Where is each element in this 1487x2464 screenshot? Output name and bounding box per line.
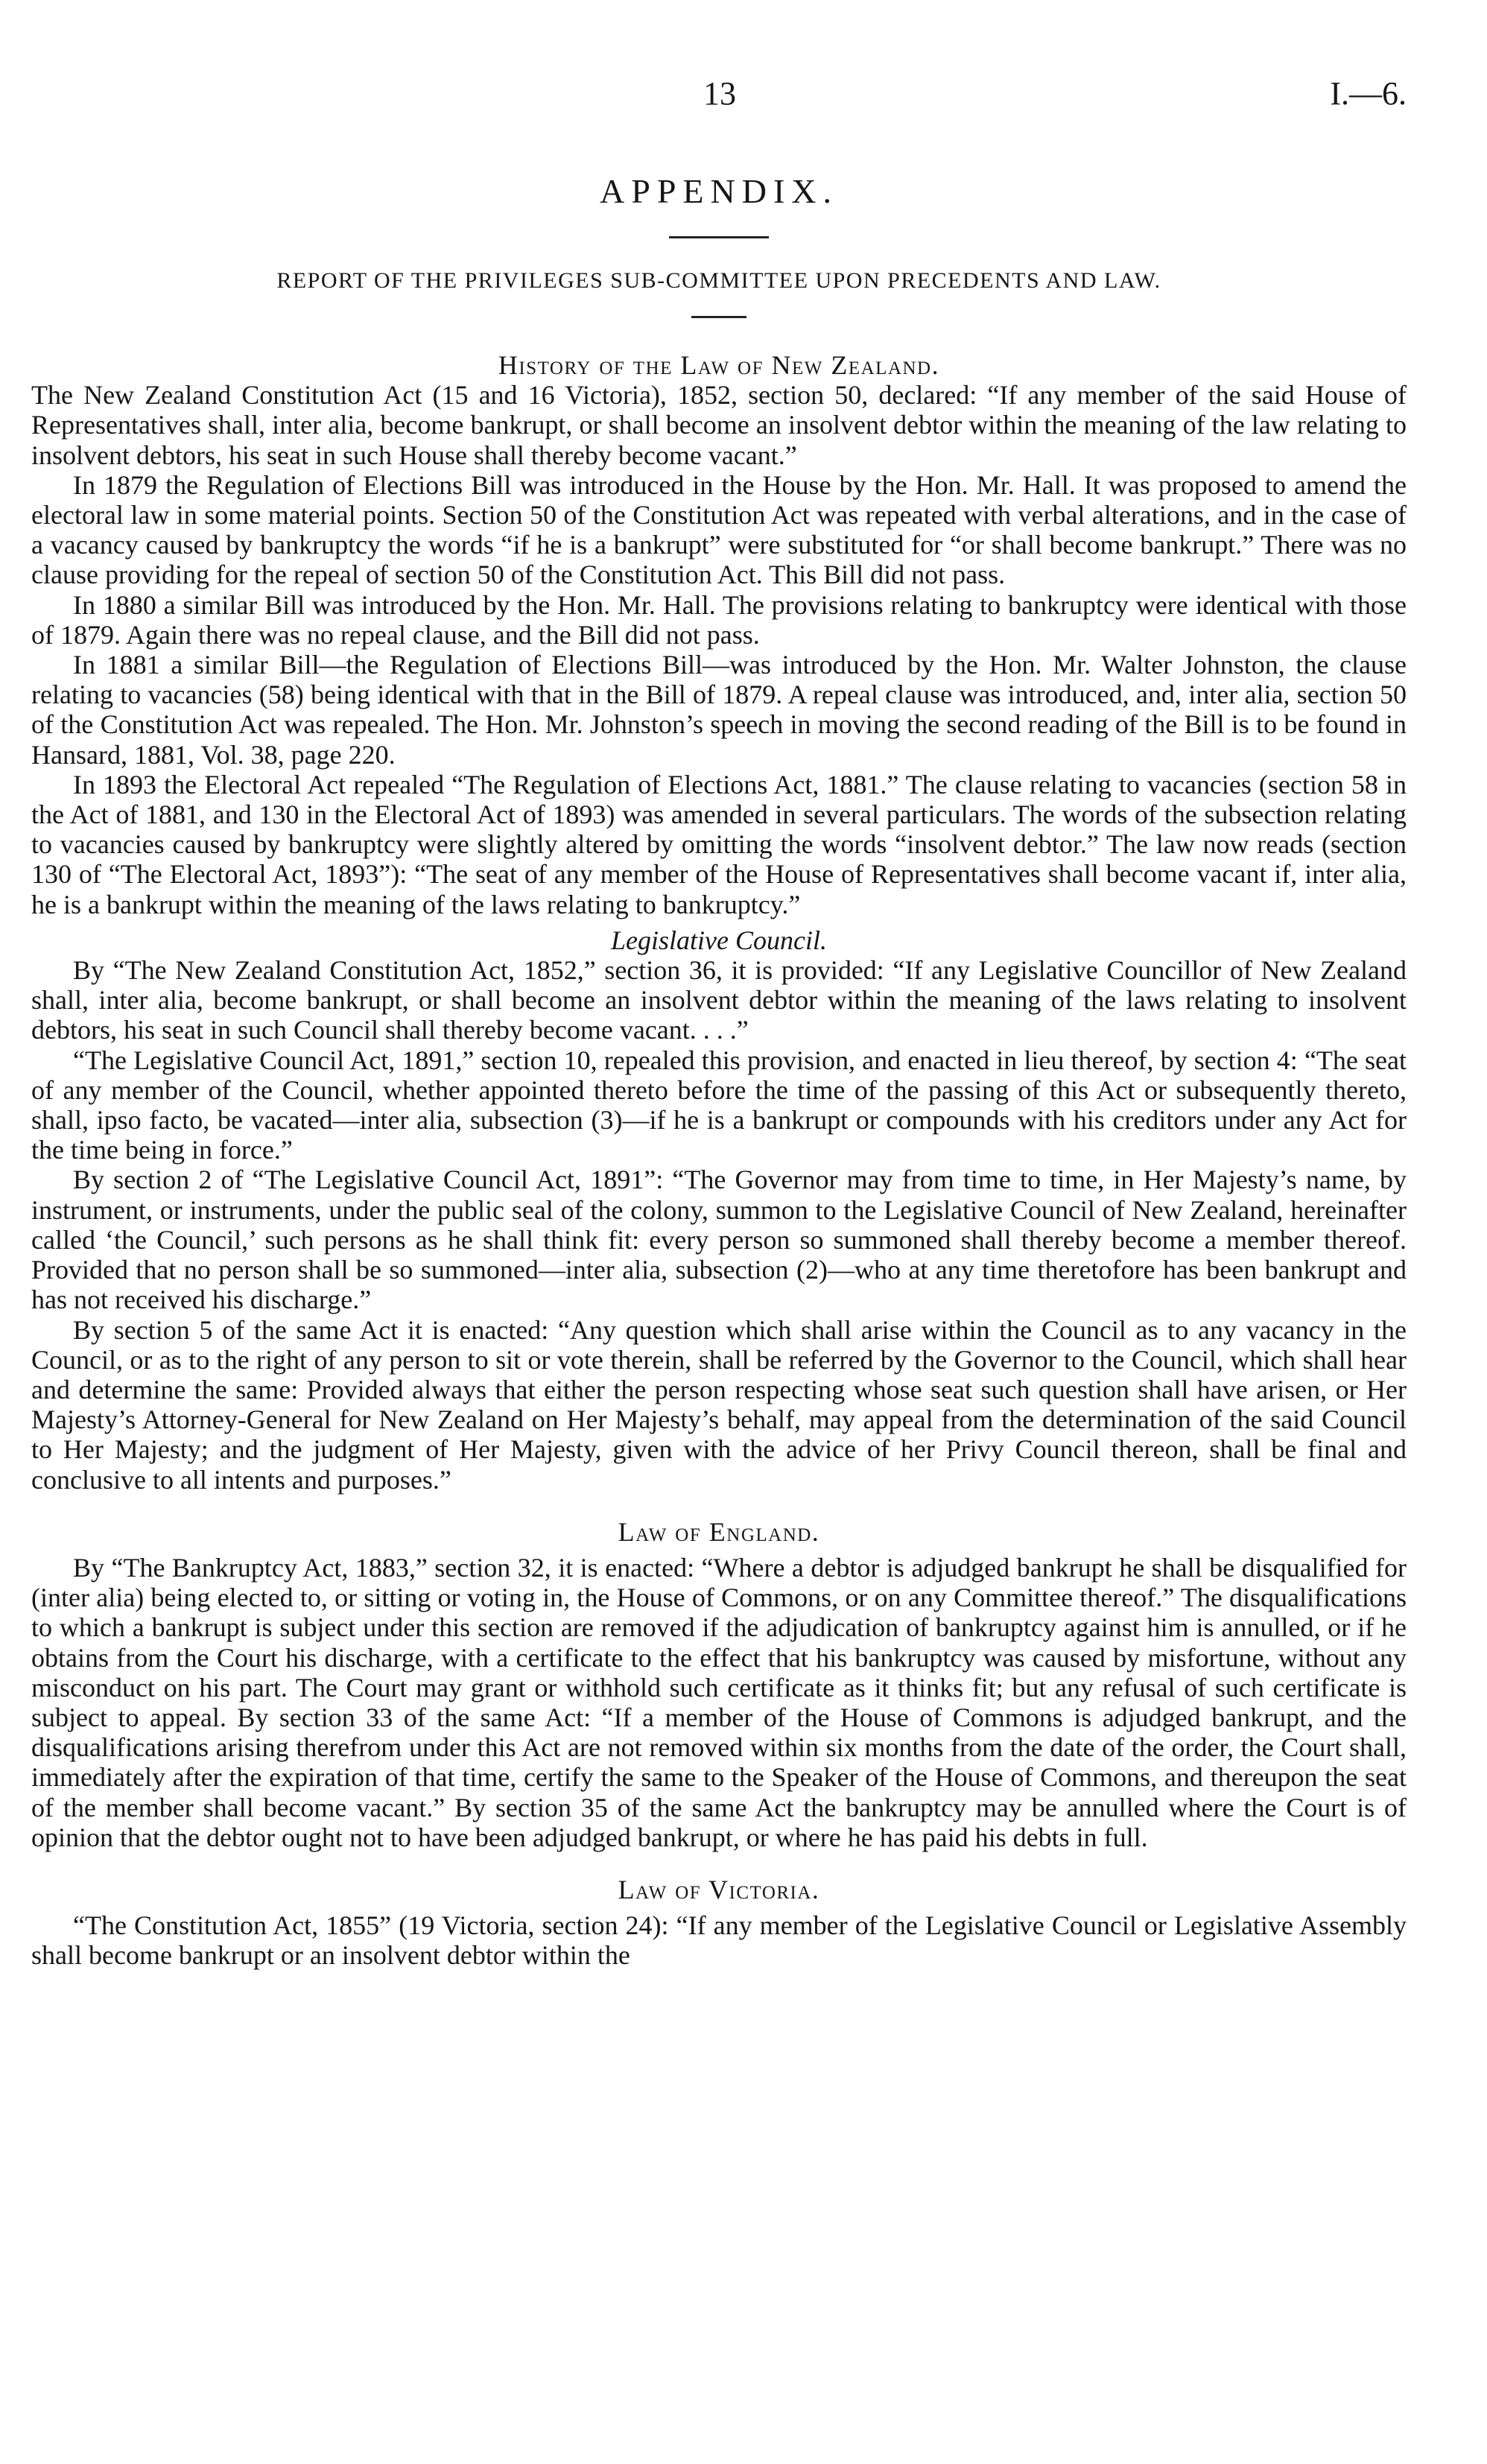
section-heading-law-of-england: Law of England. xyxy=(618,1516,820,1547)
paragraph: The New Zealand Constitution Act (15 and 16 Victoria), 1852, section 50, declared: “If any member of the said House of Representatives shall, inter alia, become bankrupt, or shall become an insolvent debtor within the meaning of the law relating to insolvent debtors, his seat in such House shall thereby become vacant.” xyxy=(31,380,1407,470)
document-page xyxy=(31,0,1407,2464)
paragraph: By “The Bankruptcy Act, 1883,” section 32, it is enacted: “Where a debtor is adjudged bankrupt he shall be disqualified for (inter alia) being elected to, or sitting or voting in, the House of Commons, or on any Committee thereof.” The disqualifications to which a bankrupt is subject under this section are removed if the adjudication of bankruptcy against him is annulled, or if he obtains from the Court his discharge, with a certificate to the effect that his bankruptcy was caused by misfortune, without any misconduct on his part. The Court may grant or withhold such certificate as it thinks fit; but any refusal of such certificate is subject to appeal. By section 33 of the same Act: “If a member of the House of Commons is adjudged bankrupt, and the disqualifications arising therefrom under this Act are not removed within six months from the date of the order, the Court shall, immediately after the expiration of that time, certify the same to the Speaker of the House of Commons, and thereupon the seat of the member shall become vacant.” By section 35 of the same Act the bankruptcy may be annulled where the Court is of opinion that the debtor ought not to have been adjudged bankrupt, or where he has paid his debts in full. xyxy=(31,1552,1407,1852)
paragraph: “The Constitution Act, 1855” (19 Victoria, section 24): “If any member of the Legislative Council or Legislative Assembly shall become bankrupt or an insolvent debtor within the xyxy=(31,1910,1407,1971)
paragraph: By section 5 of the same Act it is enacted: “Any question which shall arise within the Council as to any vacancy in the Council, or as to the right of any person to sit or vote therein, shall be referred by the Governor to the Council, which shall hear and determine the same: Provided always that either the person respecting whose seat such question shall have arisen, or Her Majesty’s Attorney-General for New Zealand on Her Majesty’s behalf, may appeal from the determination of the said Council to Her Majesty; and the judgment of Her Majesty, given with the advice of her Privy Council thereon, shall be final and conclusive to all intents and purposes.” xyxy=(31,1314,1407,1495)
paragraph: In 1879 the Regulation of Elections Bill was introduced in the House by the Hon. Mr. Hall. It was proposed to amend the electoral law in some material points. Section 50 of the Constitution Act was repeated with verbal alterations, and in the case of a vacancy caused by bankruptcy the words “if he is a bankrupt” were substituted for “or shall become bankrupt.” There was no clause providing for the repeal of section 50 of the Constitution Act. This Bill did not pass. xyxy=(31,469,1407,590)
title-rule xyxy=(669,236,769,238)
paragraph: In 1881 a similar Bill—the Regulation of Elections Bill—was introduced by the Hon. Mr. Walter Johnston, the clause relating to vacancies (58) being identical with that in the Bill of 1879. A repeal clause was introduced, and, inter alia, section 50 of the Constitution Act was repealed. The Hon. Mr. Johnston’s speech in moving the second reading of the Bill is to be found in Hansard, 1881, Vol. 38, page 220. xyxy=(31,650,1407,770)
section-heading-history: History of the Law of New Zealand. xyxy=(498,350,940,380)
subtitle-rule xyxy=(691,316,746,318)
document-body xyxy=(31,350,1407,1971)
page-number: 13 xyxy=(703,75,736,112)
paragraph: “The Legislative Council Act, 1891,” section 10, repealed this provision, and enacted in lieu thereof, by section 4: “The seat of any member of the Council, whether appointed thereto before the time of the passing of this Act or subsequently thereto, shall, ipso facto, be vacated—inter alia, subsection (3)—if he is a bankrupt or compounds with his creditors under any Act for the time being in force.” xyxy=(31,1045,1407,1165)
running-header xyxy=(31,75,1407,127)
section-heading-legislative-council: Legislative Council. xyxy=(611,925,827,955)
section-heading-law-of-victoria: Law of Victoria. xyxy=(618,1874,820,1904)
appendix-title: APPENDIX. xyxy=(600,172,838,210)
paragraph: By “The New Zealand Constitution Act, 1852,” section 36, it is provided: “If any Legislative Councillor of New Zealand shall, inter alia, become bankrupt, or shall become an insolvent debtor within the meaning of the laws relating to insolvent debtors, his seat in such Council shall thereby become vacant. . . .” xyxy=(31,955,1407,1045)
report-subtitle: REPORT OF THE PRIVILEGES SUB-COMMITTEE UPON PRECEDENTS AND LAW. xyxy=(276,268,1161,293)
document-reference: I.—6. xyxy=(1330,75,1407,112)
paragraph: By section 2 of “The Legislative Council Act, 1891”: “The Governor may from time to time, in Her Majesty’s name, by instrument, or instruments, under the public seal of the colony, summon to the Legislative Council of New Zealand, hereinafter called ‘the Council,’ such persons as he shall think fit: every person so summoned shall thereby become a member thereof. Provided that no person shall be so summoned—inter alia, subsection (2)—who at any time theretofore has been bankrupt and has not received his discharge.” xyxy=(31,1165,1407,1315)
paragraph: In 1893 the Electoral Act repealed “The Regulation of Elections Act, 1881.” The clause relating to vacancies (section 58 in the Act of 1881, and 130 in the Electoral Act of 1893) was amended in several particulars. The words of the subsection relating to vacancies caused by bankruptcy were slightly altered by omitting the words “insolvent debtor.” The law now reads (section 130 of “The Electoral Act, 1893”): “The seat of any member of the House of Representatives shall become vacant if, inter alia, he is a bankrupt within the meaning of the laws relating to bankruptcy.” xyxy=(31,769,1407,919)
paragraph: In 1880 a similar Bill was introduced by the Hon. Mr. Hall. The provisions relating to bankruptcy were identical with those of 1879. Again there was no repeal clause, and the Bill did not pass. xyxy=(31,589,1407,650)
